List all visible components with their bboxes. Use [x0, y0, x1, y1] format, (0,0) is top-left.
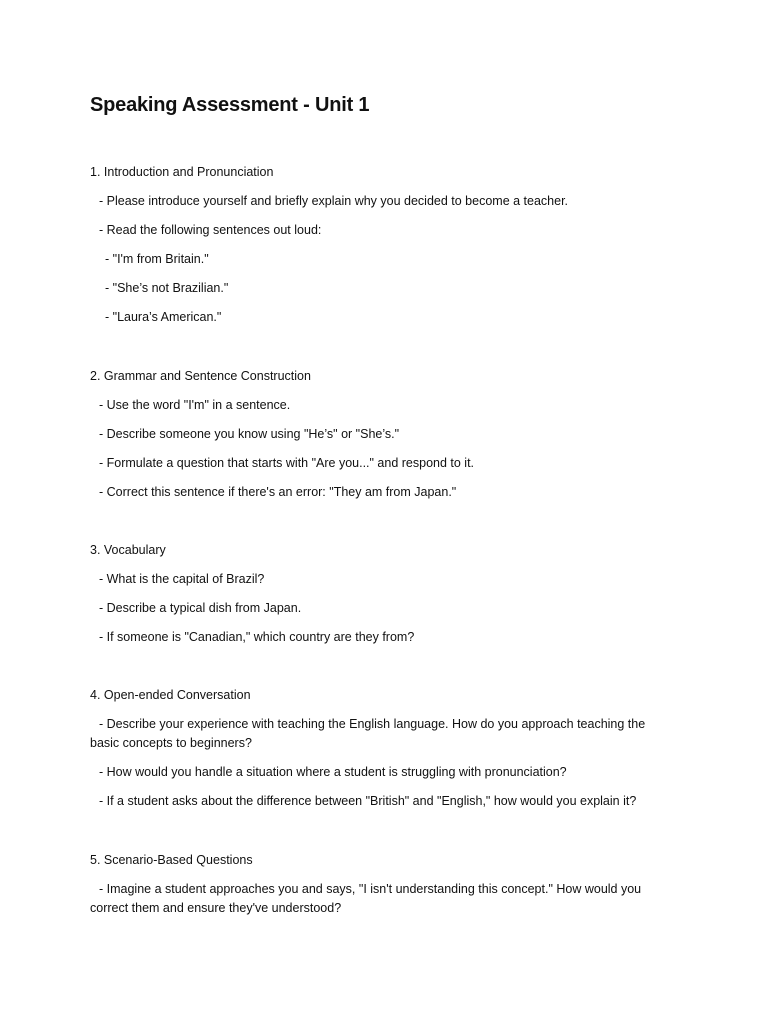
section-vocabulary: [90, 541, 658, 647]
question-item: - Describe someone you know using "He’s" or "She’s.": [99, 427, 400, 441]
question-item: - If a student asks about the difference between "British" and "English," how would you explain it?: [99, 794, 637, 808]
section-grammar: [90, 367, 658, 502]
section-scenario: [90, 851, 658, 918]
sentence-item: - "She’s not Brazilian.": [105, 281, 229, 295]
section-introduction: [90, 163, 658, 327]
question-item: - Formulate a question that starts with "Are you..." and respond to it.: [99, 456, 475, 470]
question-item: - If someone is "Canadian," which country are they from?: [99, 630, 415, 644]
sentence-item: - "I'm from Britain.": [105, 252, 209, 266]
question-item: - Correct this sentence if there's an error: "They am from Japan.": [99, 485, 457, 499]
sentence-item: - "Laura’s American.": [105, 310, 222, 324]
question-item: - Describe your experience with teaching the English language. How do you approach teaching the basic concepts to beginners?: [90, 717, 646, 750]
question-item: - Read the following sentences out loud:: [99, 223, 322, 237]
section-conversation: [90, 686, 658, 811]
page-title: Speaking Assessment - Unit 1: [90, 94, 370, 116]
question-item: - Imagine a student approaches you and says, "I isn't understanding this concept." How would you correct them and ensure they've understood?: [90, 882, 642, 915]
section-heading: 5. Scenario-Based Questions: [90, 853, 253, 867]
question-item: - Use the word "I'm" in a sentence.: [99, 398, 291, 412]
question-item: - How would you handle a situation where a student is struggling with pronunciation?: [99, 765, 567, 779]
question-item: - Describe a typical dish from Japan.: [99, 601, 302, 615]
section-heading: 3. Vocabulary: [90, 543, 166, 557]
section-heading: 2. Grammar and Sentence Construction: [90, 369, 311, 383]
question-item: - What is the capital of Brazil?: [99, 572, 265, 586]
question-item: - Please introduce yourself and briefly explain why you decided to become a teacher.: [99, 194, 569, 208]
section-heading: 4. Open-ended Conversation: [90, 688, 251, 702]
section-heading: 1. Introduction and Pronunciation: [90, 165, 274, 179]
